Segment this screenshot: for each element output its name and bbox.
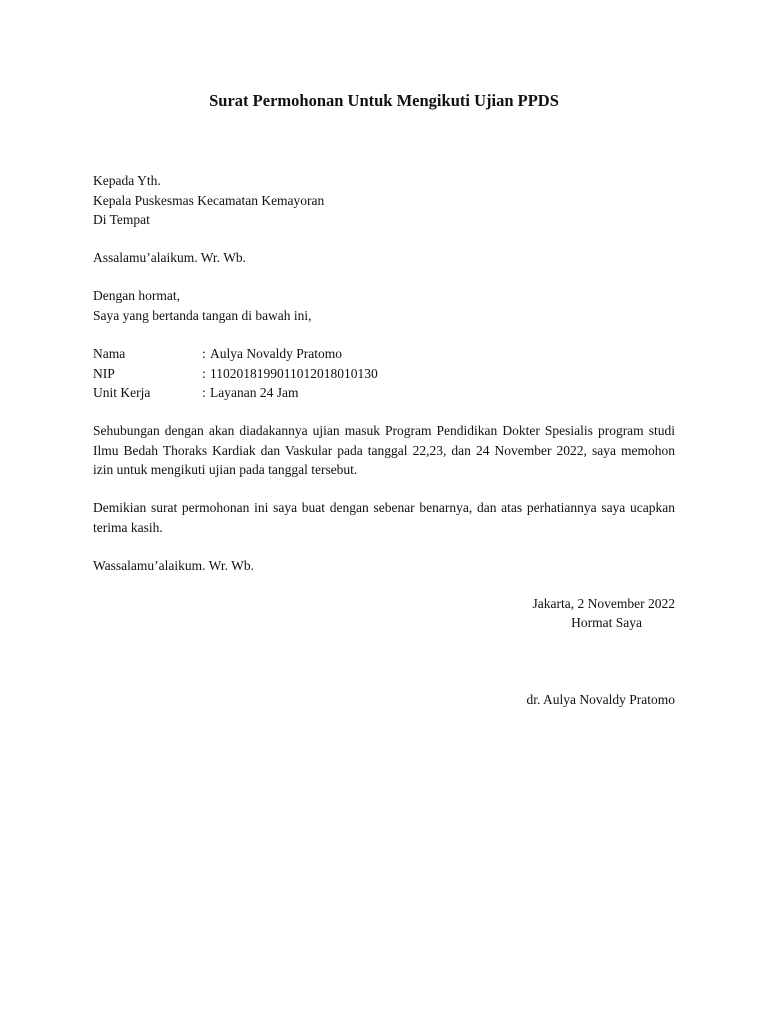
salutation: Dengan hormat, [93, 288, 180, 303]
closing-greeting [93, 556, 675, 576]
identity-separator: : [202, 365, 206, 381]
intro-text: Saya yang bertanda tangan di bawah ini, [93, 307, 312, 323]
identity-row-unit [93, 383, 675, 403]
identity-separator: : [202, 385, 206, 400]
recipient-line-2: Kepala Puskesmas Kecamatan Kemayoran [93, 192, 325, 208]
closing-phrase: Hormat Saya [571, 615, 642, 630]
opening-greeting [93, 248, 675, 268]
identity-label: Unit Kerja [93, 385, 151, 400]
signatory-name: dr. Aulya Novaldy Pratomo [526, 692, 675, 707]
recipient-block [93, 171, 675, 230]
letter-title: Surat Permohonan Untuk Mengikuti Ujian PPDS [209, 91, 559, 110]
recipient-line-3: Di Tempat [93, 212, 150, 227]
identity-block [93, 344, 675, 403]
body-paragraph-2: Demikian surat permohonan ini saya buat dengan sebenar benarnya, dan atas perhatiannya saya ucapkan terima kasih. [93, 500, 675, 535]
body-paragraph-1: Sehubungan dengan akan diadakannya ujian masuk Program Pendidikan Dokter Spesialis program studi Ilmu Bedah Thoraks Kardiak dan Vaskular pada tanggal 22,23, dan 24 November 2022, saya memohon izin untuk mengikuti ujian pada tanggal tersebut. [93, 423, 675, 477]
identity-row-nip [93, 364, 675, 384]
salutation-block [93, 286, 675, 325]
identity-value: Layanan 24 Jam [210, 385, 299, 400]
identity-value: Aulya Novaldy Pratomo [210, 346, 342, 361]
identity-value: 1102018199011012018010130 [210, 365, 378, 381]
identity-separator: : [202, 346, 206, 361]
opening-greeting-text: Assalamu’alaikum. Wr. Wb. [93, 250, 247, 265]
closing-greeting-text: Wassalamu’alaikum. Wr. Wb. [93, 558, 254, 573]
recipient-line-1: Kepada Yth. [93, 173, 161, 188]
identity-label: NIP [93, 365, 115, 381]
identity-label: Nama [93, 346, 126, 361]
identity-row-name [93, 344, 675, 364]
place-date: Jakarta, 2 November 2022 [532, 596, 675, 611]
